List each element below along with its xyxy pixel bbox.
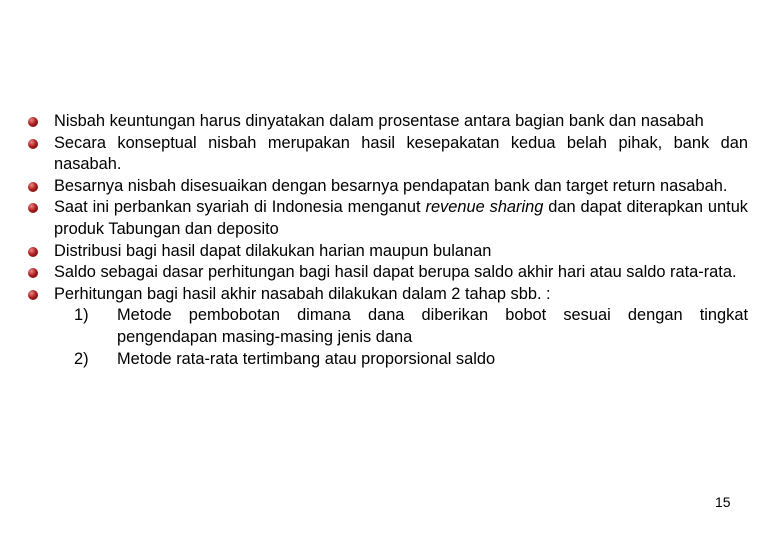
bullet-text-post: dan dapat diterapkan untuk produk Tabungan dan deposito [54,198,749,238]
bullet-item-4 [28,197,748,240]
bullet-text: Nisbah keuntungan harus dinyatakan dalam prosentase antara bagian bank dan nasabah [54,112,704,130]
bullet-text: Distribusi bagi hasil dapat dilakukan harian maupun bulanan [54,241,492,260]
red-ball-bullet-icon [28,247,38,257]
bullet-text: Saldo sebagai dasar perhitungan bagi hasil dapat berupa saldo akhir hari atau saldo rata-rata. [54,263,737,282]
bullet-item-5 [28,241,748,263]
red-ball-bullet-icon [28,182,38,192]
red-ball-bullet-icon [28,203,38,213]
bullet-text-pre: Saat ini perbankan syariah di Indonesia menganut [54,198,426,217]
bullet-item-6 [28,262,748,284]
red-ball-bullet-icon [28,268,38,278]
subitem-number: 1) [74,306,89,325]
bullet-item-1 [28,111,748,133]
numbered-sublist [54,305,748,370]
subitem-number: 2) [74,349,89,368]
bullet-item-2 [28,133,748,176]
red-ball-bullet-icon [28,290,38,300]
bullet-text: Secara konseptual nisbah merupakan hasil kesepakatan kedua belah pihak, bank dan nasabah. [54,133,748,174]
bullet-text-emphasis: revenue sharing [425,198,544,217]
page-number: 15 [715,494,731,510]
slide-content [28,111,748,370]
bullet-list [28,111,748,370]
numbered-subitem-2 [74,349,748,371]
subitem-text: Metode rata-rata tertimbang atau proporsional saldo [117,349,496,368]
bullet-text: Perhitungan bagi hasil akhir nasabah dilakukan dalam 2 tahap sbb. : [54,284,551,303]
bullet-text: Besarnya nisbah disesuaikan dengan besarnya pendapatan bank dan target return nasabah. [54,176,728,195]
bullet-item-3 [28,176,748,198]
bullet-item-7 [28,284,748,370]
numbered-subitem-1 [74,305,748,348]
red-ball-bullet-icon [28,139,38,149]
red-ball-bullet-icon [28,117,38,127]
subitem-text: Metode pembobotan dimana dana diberikan bobot sesuai dengan tingkat pengendapan masing-masing jenis dana [117,306,748,346]
